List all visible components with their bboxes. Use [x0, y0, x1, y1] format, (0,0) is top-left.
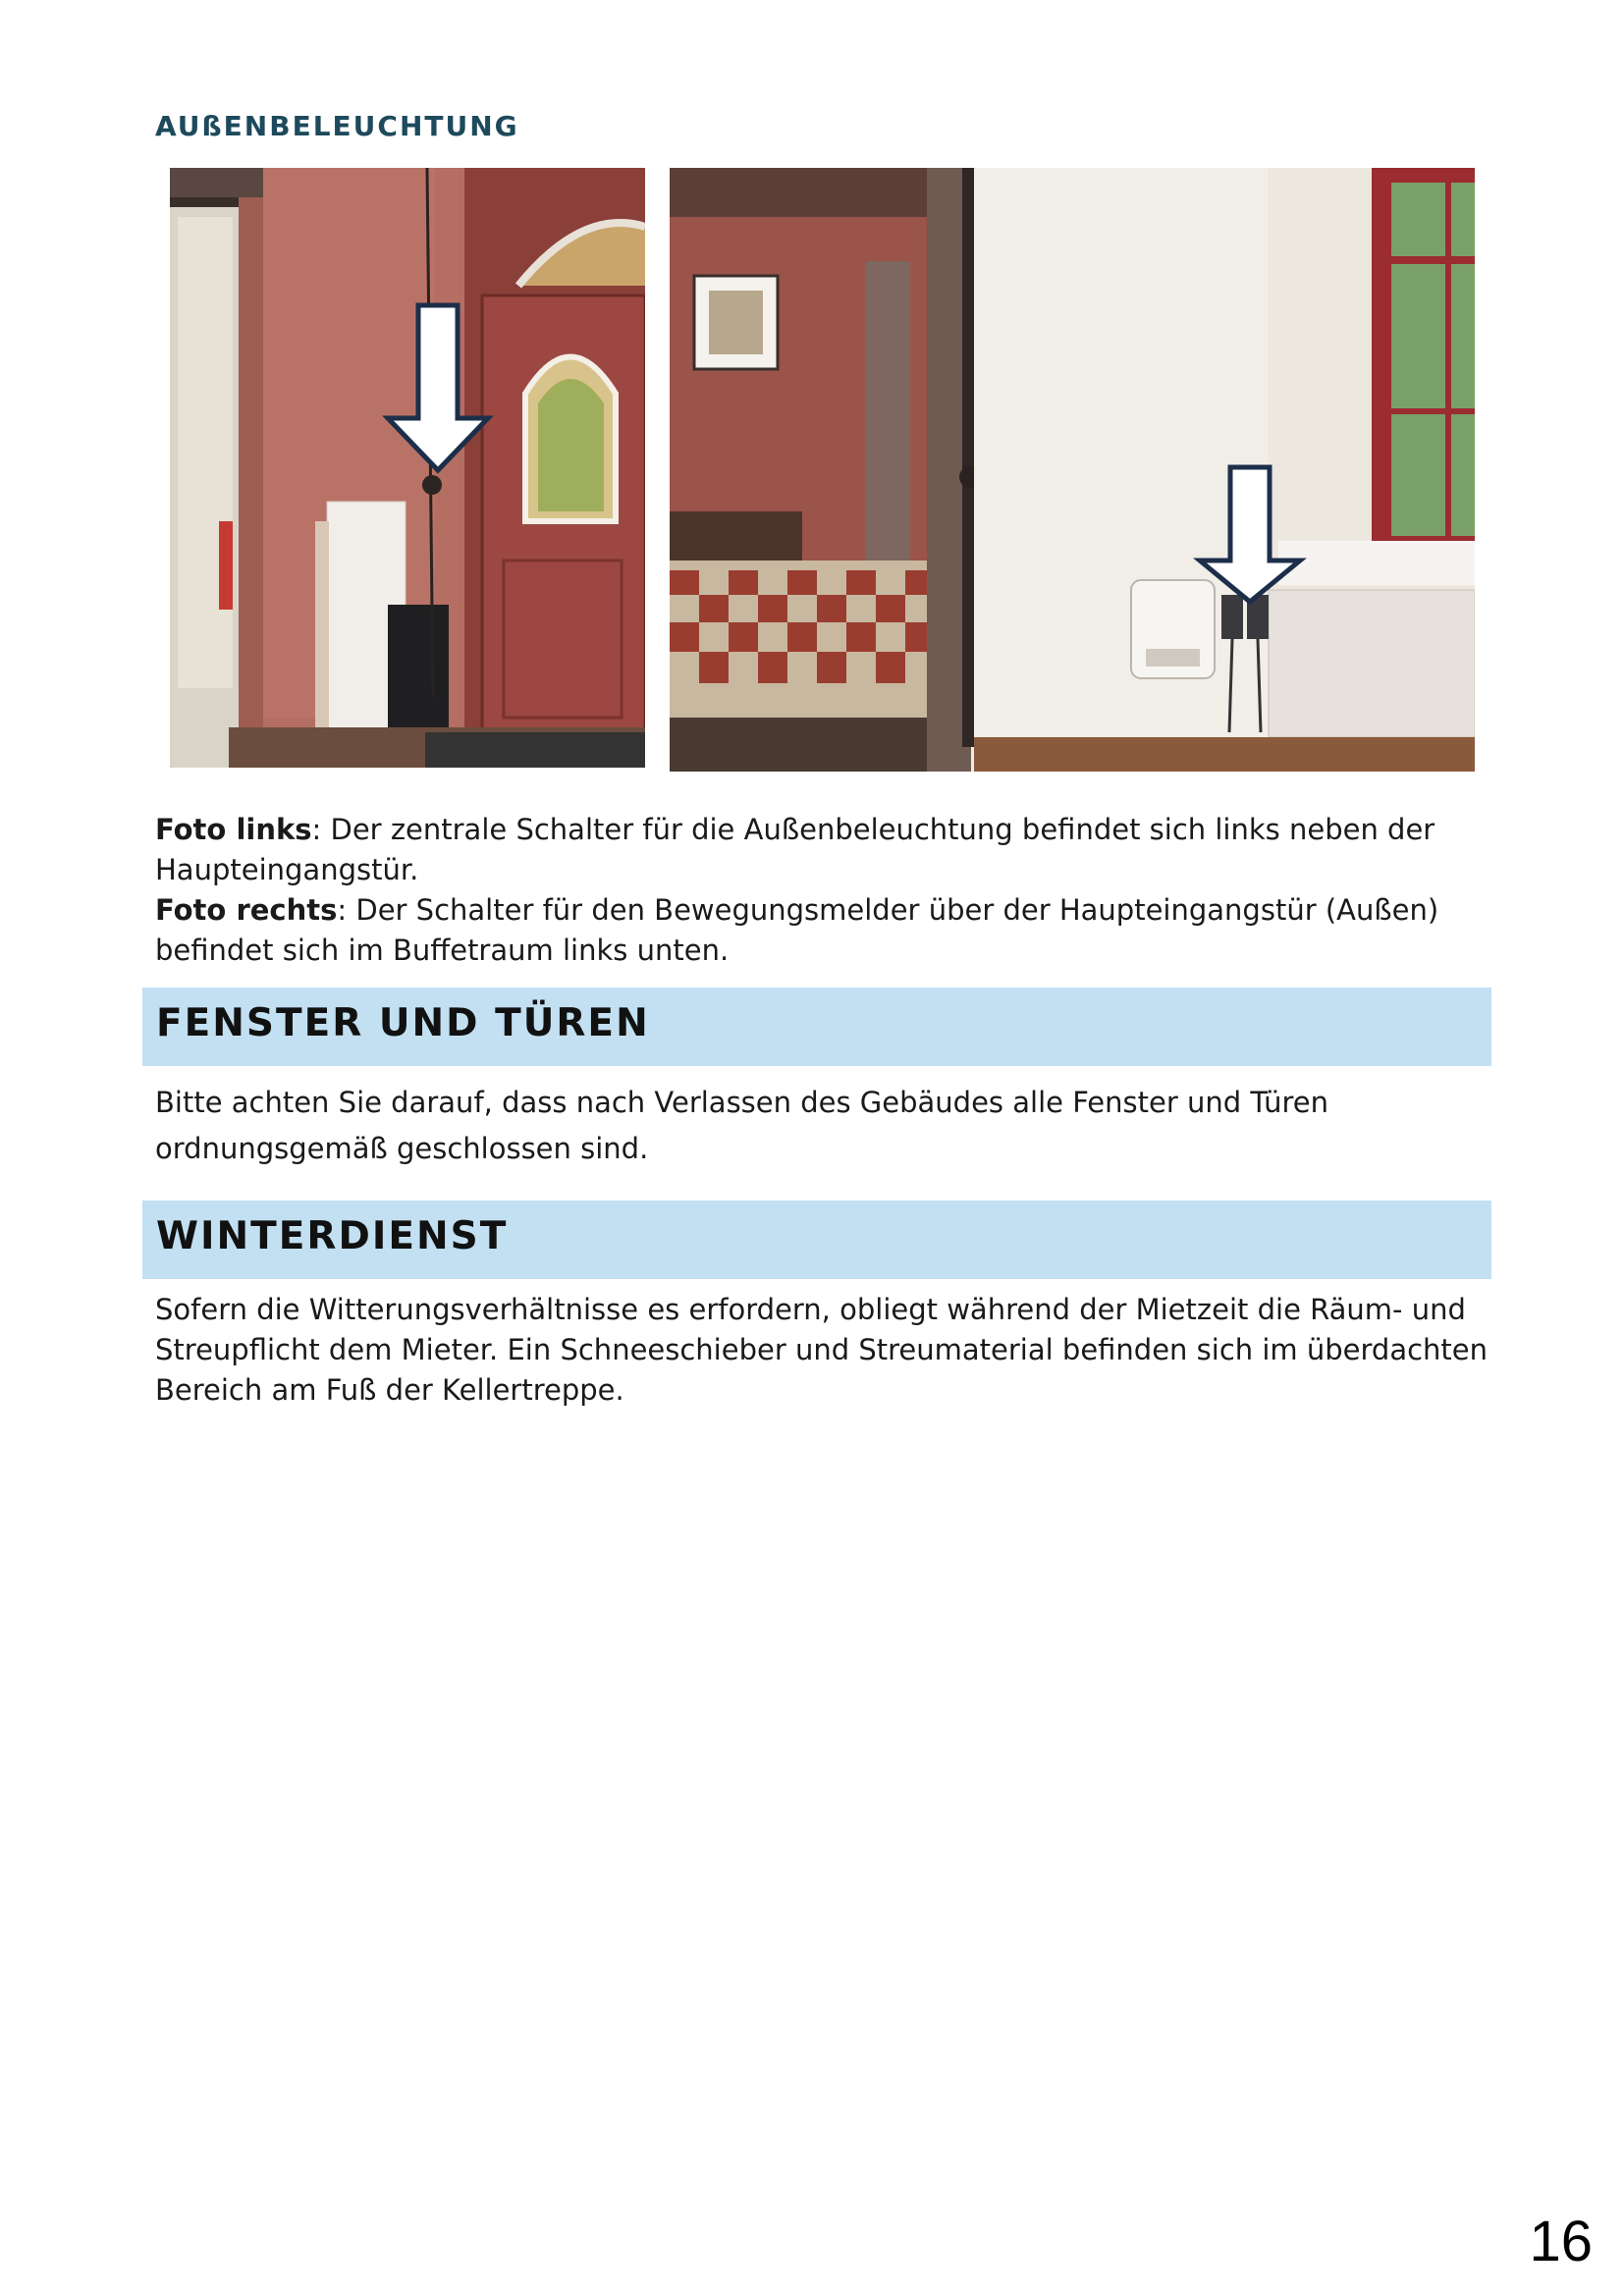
caption-left [155, 810, 1490, 890]
caption-left-label: Foto links [155, 813, 312, 846]
section-text-fenster: Bitte achten Sie darauf, dass nach Verlassen des Gebäudes alle Fenster und Türen ordnungsgemäß geschlossen sind. [155, 1086, 1328, 1165]
section-header-fenster [142, 988, 1491, 1066]
caption-right [155, 890, 1490, 971]
page-number: 16 [1529, 2210, 1593, 2273]
subheading: AUßENBELEUCHTUNG [155, 110, 519, 142]
section-title-fenster: FENSTER UND TÜREN [156, 1001, 650, 1045]
photo-caption [155, 810, 1490, 971]
caption-right-label: Foto rechts [155, 893, 338, 927]
caption-right-text: : Der Schalter für den Bewegungsmelder über der Haupteingangstür (Außen) befindet sich im Buffetraum links unten. [155, 893, 1439, 967]
caption-left-text: : Der zentrale Schalter für die Außenbeleuchtung befindet sich links neben der Haupteingangstür. [155, 813, 1435, 886]
section-text-winterdienst: Sofern die Witterungsverhältnisse es erfordern, obliegt während der Mietzeit die Räum- und Streupflicht dem Mieter. Ein Schneeschieber und Streumaterial befinden sich im überdachten Bereich am Fuß der Kellertreppe. [155, 1293, 1489, 1407]
section-header-winterdienst [142, 1201, 1491, 1279]
photo-right-buffet-room [670, 168, 1475, 772]
section-title-winterdienst: WINTERDIENST [156, 1214, 509, 1258]
photo-left-entrance [170, 168, 645, 768]
